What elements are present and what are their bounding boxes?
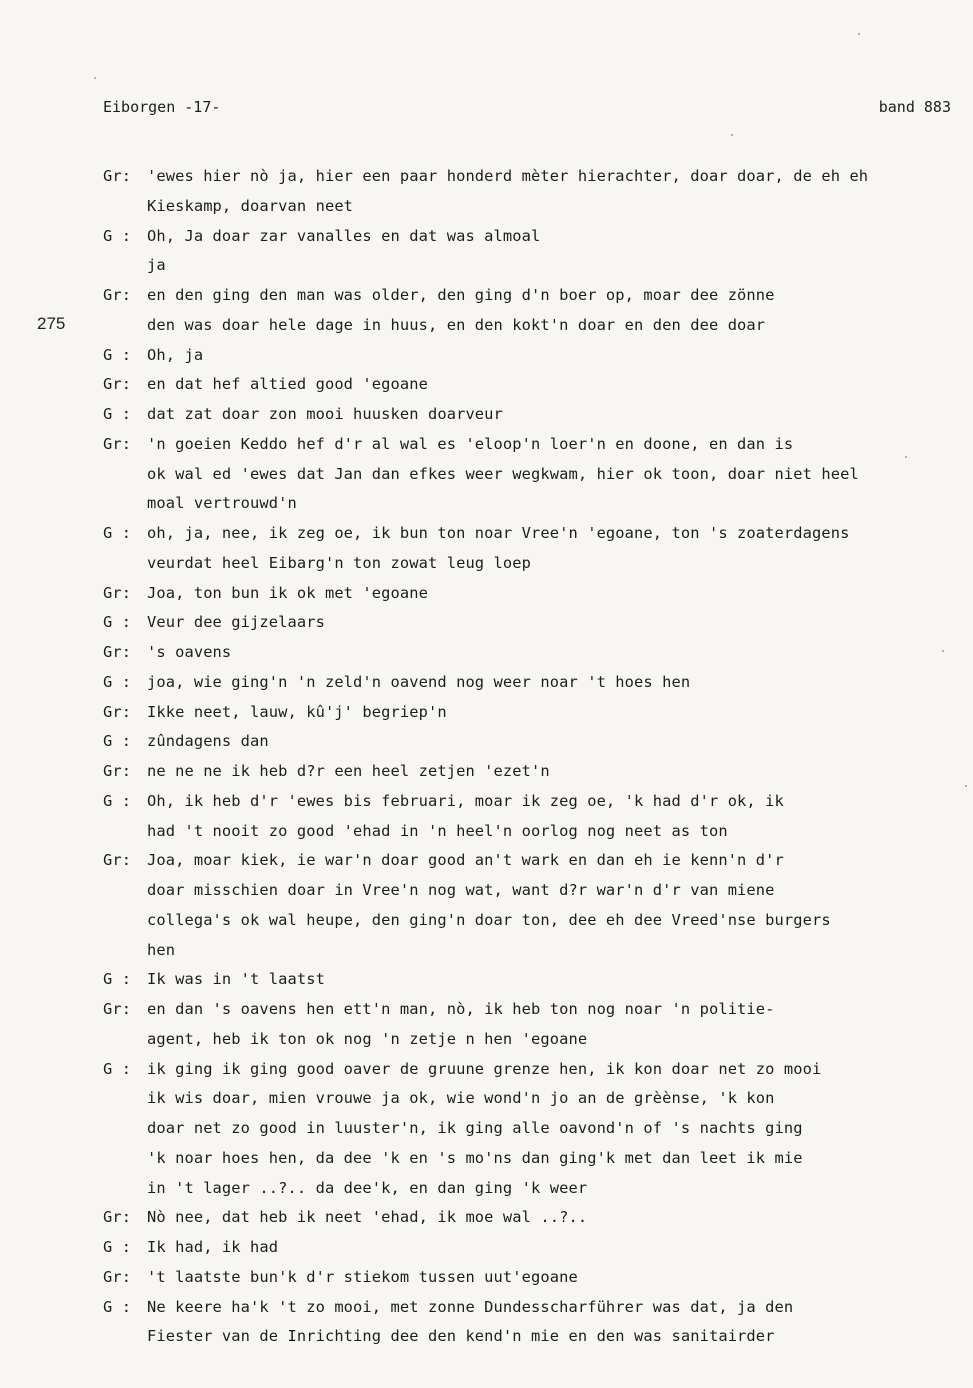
transcript-line: en dat hef altied good 'egoane	[147, 375, 428, 394]
speaker-label	[103, 281, 147, 311]
speaker-label	[103, 1203, 147, 1233]
transcript-line: dat zat doar zon mooi huusken doarveur	[147, 405, 503, 423]
speaker-label-text: Gr:	[103, 762, 132, 780]
scan-speck	[731, 134, 733, 136]
speaker-label-text: Gr:	[103, 286, 132, 304]
speaker-label	[103, 162, 147, 192]
dialogue-turn	[103, 608, 965, 638]
transcript-line: Kieskamp, doarvan neet	[147, 196, 354, 215]
dialogue-turn	[103, 757, 965, 787]
transcript-line: Nò nee, dat heb ik neet 'ehad, ik moe wal ..?..	[147, 1208, 588, 1227]
speaker-label-text: G :	[103, 672, 132, 691]
margin-counter-number: 275	[37, 314, 66, 333]
speaker-label-text: G :	[103, 345, 132, 364]
transcript-line: Joa, moar kiek, ie war'n doar good an't wark en dan eh ie kenn'n d'r	[147, 851, 784, 870]
dialogue-turn	[103, 638, 965, 668]
speaker-label	[103, 400, 147, 430]
speaker-label-text: G :	[103, 1238, 132, 1256]
speaker-label-text: G :	[103, 1297, 132, 1316]
speaker-label-text: Gr:	[103, 851, 132, 870]
scan-speck	[942, 650, 944, 652]
transcript-line: moal vertrouwd'n	[147, 494, 297, 513]
dialogue-turn	[103, 579, 965, 609]
scan-speck	[858, 33, 860, 35]
header-band-number: band 883	[878, 98, 951, 116]
speaker-label	[103, 370, 147, 400]
speaker-label	[103, 995, 147, 1025]
speaker-label-text: Gr:	[103, 1000, 132, 1018]
transcript-line: Ik was in 't laatst	[147, 970, 325, 989]
speaker-label	[103, 1233, 147, 1263]
transcript-line: Ik had, ik had	[147, 1238, 279, 1256]
page-header	[103, 98, 951, 122]
transcript-line: Fiester van de Inrichting dee den kend'n mie en den was sanitairder	[147, 1327, 775, 1346]
speaker-label	[103, 757, 147, 787]
speaker-label-text: G :	[103, 405, 132, 423]
dialogue-turn	[103, 995, 965, 1055]
transcript-line: 'ewes hier nò ja, hier een paar honderd mèter hierachter, doar doar, de eh eh	[147, 167, 869, 185]
transcript-line: in 't lager ..?.. da dee'k, en dan ging 'k weer	[147, 1178, 588, 1197]
transcript-line: zûndagens dan	[147, 732, 269, 751]
speaker-label-text: G :	[103, 970, 132, 989]
speaker-label	[103, 846, 147, 876]
transcript-line: oh, ja, nee, ik zeg oe, ik bun ton noar Vree'n 'egoane, ton 's zoaterdagens	[147, 524, 850, 542]
speaker-label-text: Gr:	[103, 434, 132, 453]
transcript-line: hen	[147, 940, 176, 959]
transcript-line: en den ging den man was older, den ging d'n boer op, moar dee zönne	[147, 286, 775, 304]
speaker-label	[103, 965, 147, 995]
transcript-line: 'n goeien Keddo hef d'r al wal es 'eloop'n loer'n en doone, en dan is	[147, 434, 794, 453]
speaker-label	[103, 727, 147, 757]
transcript-line: Oh, Ja doar zar vanalles en dat was almoal	[147, 226, 541, 245]
transcript-line: veurdat heel Eibarg'n ton zowat leug loep	[147, 553, 532, 572]
speaker-label-text: G :	[103, 613, 132, 632]
speaker-label-text: G :	[103, 1059, 132, 1078]
transcript-line: ik wis doar, mien vrouwe ja ok, wie wond'n jo an de grèènse, 'k kon	[147, 1089, 775, 1108]
speaker-label	[103, 638, 147, 668]
scan-speck	[905, 456, 907, 458]
speaker-label	[103, 519, 147, 549]
dialogue-turn	[103, 1293, 965, 1353]
scan-speck	[965, 785, 967, 787]
dialogue-turn	[103, 1203, 965, 1233]
transcript-line: had 't nooit zo good 'ehad in 'n heel'n oorlog nog neet as ton	[147, 821, 728, 840]
speaker-label	[103, 579, 147, 609]
transcript-line: 't laatste bun'k d'r stiekom tussen uut'egoane	[147, 1267, 578, 1286]
transcript-line: en dan 's oavens hen ett'n man, nò, ik heb ton nog noar 'n politie-	[147, 1000, 775, 1018]
transcript-line: 'k noar hoes hen, da dee 'k en 's mo'ns dan ging'k met dan leet ik mie	[147, 1148, 803, 1167]
speaker-label-text: G :	[103, 791, 132, 810]
transcript-line: den was doar hele dage in huus, en den kokt'n doar en den dee doar	[147, 315, 766, 334]
dialogue-turn	[103, 400, 965, 430]
transcript-line: doar misschien doar in Vree'n nog wat, want d?r war'n d'r van miene	[147, 881, 775, 899]
transcript-line: Oh, ja	[147, 345, 204, 364]
dialogue-turn	[103, 162, 965, 222]
speaker-label	[103, 222, 147, 252]
speaker-label-text: G :	[103, 524, 132, 542]
dialogue-turn	[103, 341, 965, 371]
dialogue-turn	[103, 519, 965, 579]
transcript-line: ik ging ik ging good oaver de gruune grenze hen, ik kon doar net zo mooi	[147, 1059, 822, 1078]
transcript-line: Joa, ton bun ik ok met 'egoane	[147, 583, 428, 602]
speaker-label-text: G :	[103, 732, 132, 751]
transcript-line: ok wal ed 'ewes dat Jan dan efkes weer wegkwam, hier ok toon, doar niet heel	[147, 464, 859, 483]
transcript-line: Veur dee gijzelaars	[147, 613, 325, 632]
speaker-label	[103, 608, 147, 638]
transcript-line: ne ne ne ik heb d?r een heel zetjen 'ezet'n	[147, 762, 550, 780]
dialogue-turn	[103, 668, 965, 698]
transcript-line: doar net zo good in luuster'n, ik ging alle oavond'n of 's nachts ging	[147, 1119, 803, 1137]
transcript-line: Ne keere ha'k 't zo mooi, met zonne Dundesscharführer was dat, ja den	[147, 1297, 794, 1316]
dialogue-turn	[103, 1233, 965, 1263]
dialogue-turn	[103, 727, 965, 757]
transcript-line: 's oavens	[147, 643, 232, 661]
speaker-label-text: Gr:	[103, 1208, 132, 1227]
transcript-line: agent, heb ik ton ok nog 'n zetje n hen 'egoane	[147, 1029, 588, 1048]
dialogue-turn	[103, 698, 965, 728]
scan-speck	[94, 77, 96, 79]
speaker-label	[103, 430, 147, 460]
transcript-line: Ikke neet, lauw, kû'j' begriep'n	[147, 702, 447, 721]
transcript-line: Oh, ik heb d'r 'ewes bis februari, moar ik zeg oe, 'k had d'r ok, ik	[147, 791, 784, 810]
speaker-label-text: Gr:	[103, 375, 132, 394]
dialogue-turn	[103, 1263, 965, 1293]
dialogue-turn	[103, 965, 965, 995]
speaker-label-text: Gr:	[103, 583, 132, 602]
transcript-line: ja	[147, 256, 166, 275]
speaker-label	[103, 698, 147, 728]
speaker-label	[103, 1263, 147, 1293]
transcript-line: joa, wie ging'n 'n zeld'n oavend nog weer noar 't hoes hen	[147, 672, 691, 691]
transcript-body	[103, 162, 965, 1352]
dialogue-turn	[103, 1055, 965, 1204]
speaker-label-text: G :	[103, 226, 132, 245]
transcript-line: collega's ok wal heupe, den ging'n doar ton, dee eh dee Vreed'nse burgers	[147, 910, 831, 929]
speaker-label	[103, 341, 147, 371]
dialogue-turn	[103, 846, 965, 965]
speaker-label	[103, 668, 147, 698]
speaker-label-text: Gr:	[103, 167, 132, 185]
dialogue-turn	[103, 787, 965, 847]
speaker-label-text: Gr:	[103, 702, 132, 721]
speaker-label	[103, 1055, 147, 1085]
speaker-label	[103, 787, 147, 817]
speaker-label-text: Gr:	[103, 1267, 132, 1286]
speaker-label	[103, 1293, 147, 1323]
dialogue-turn	[103, 370, 965, 400]
dialogue-turn	[103, 430, 965, 519]
header-place-page: Eiborgen -17-	[103, 98, 221, 116]
dialogue-turn	[103, 222, 965, 282]
speaker-label-text: Gr:	[103, 643, 132, 661]
dialogue-turn	[103, 281, 965, 341]
